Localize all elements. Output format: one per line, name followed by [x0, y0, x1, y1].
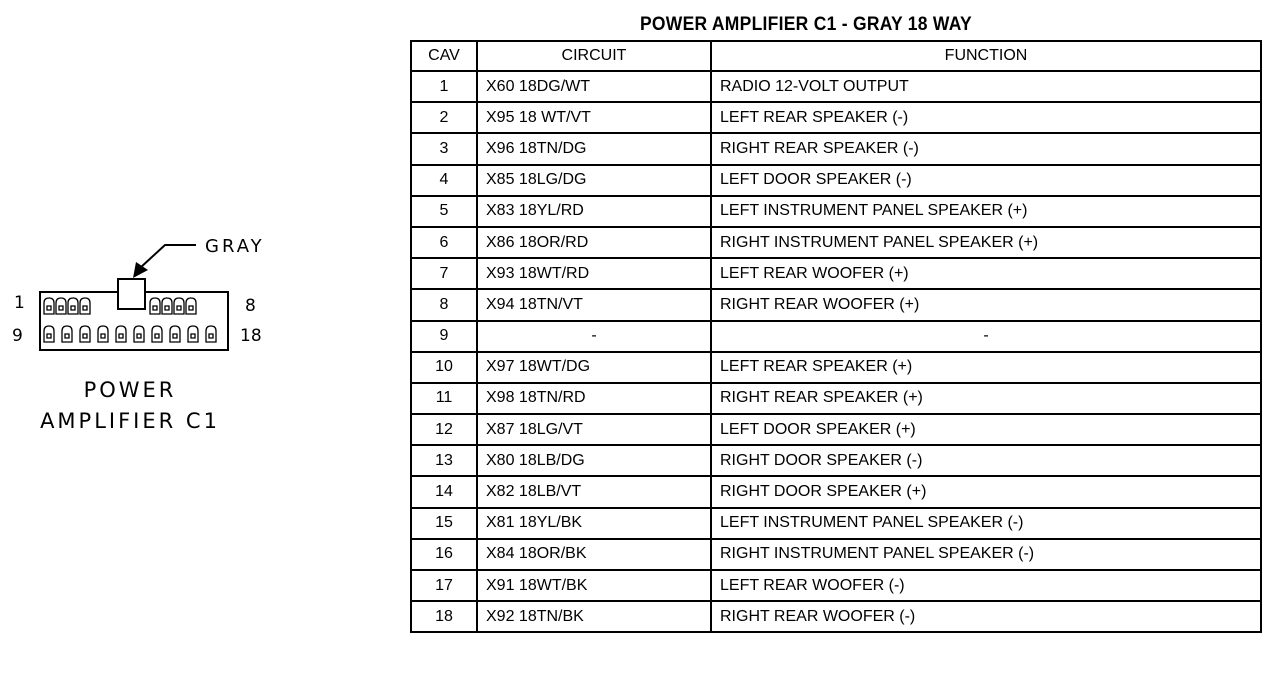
- pin-number-last-top: 8: [245, 296, 256, 316]
- cav-cell: 7: [411, 258, 477, 289]
- circuit-cell: X60 18DG/WT: [477, 71, 711, 102]
- table-row: [411, 414, 1261, 445]
- table-row: [411, 258, 1261, 289]
- table-row: [411, 321, 1261, 352]
- table-row: [411, 133, 1261, 164]
- cav-cell: 13: [411, 445, 477, 476]
- connector-cavity-8: [186, 298, 196, 314]
- connector-cavity-15: [152, 326, 162, 342]
- circuit-cell: X98 18TN/RD: [477, 383, 711, 414]
- table-row: [411, 601, 1261, 632]
- pinout-table-body: [411, 71, 1261, 632]
- connector-cavity-4: [80, 298, 90, 314]
- cav-cell: 9: [411, 321, 477, 352]
- table-row: [411, 508, 1261, 539]
- cav-cell: 1: [411, 71, 477, 102]
- connector-cavity-7: [174, 298, 184, 314]
- cav-cell: 12: [411, 414, 477, 445]
- circuit-cell: X95 18 WT/VT: [477, 102, 711, 133]
- table-row: [411, 476, 1261, 507]
- connector-lock-tab: [118, 279, 145, 309]
- header-circuit: CIRCUIT: [477, 41, 711, 71]
- circuit-cell: X83 18YL/RD: [477, 196, 711, 227]
- header-function: FUNCTION: [711, 41, 1261, 71]
- connector-cavity-18: [206, 326, 216, 342]
- connector-cavity-10: [62, 326, 72, 342]
- circuit-cell: X86 18OR/RD: [477, 227, 711, 258]
- cav-cell: 6: [411, 227, 477, 258]
- function-cell: LEFT REAR WOOFER (-): [711, 570, 1261, 601]
- cav-cell: 5: [411, 196, 477, 227]
- circuit-cell: X82 18LB/VT: [477, 476, 711, 507]
- connector-cavity-16: [170, 326, 180, 342]
- connector-cavity-3: [68, 298, 78, 314]
- table-row: [411, 71, 1261, 102]
- connector-cavity-6: [162, 298, 172, 314]
- cav-cell: 14: [411, 476, 477, 507]
- table-row: [411, 227, 1261, 258]
- pinout-table: [410, 40, 1262, 633]
- connector-cavity-9: [44, 326, 54, 342]
- table-row: [411, 102, 1261, 133]
- pin-number-first-bottom: 9: [12, 326, 23, 346]
- circuit-cell: X85 18LG/DG: [477, 165, 711, 196]
- table-row: [411, 445, 1261, 476]
- cav-cell: 17: [411, 570, 477, 601]
- function-cell: RIGHT INSTRUMENT PANEL SPEAKER (+): [711, 227, 1261, 258]
- table-row: [411, 539, 1261, 570]
- circuit-cell: X87 18LG/VT: [477, 414, 711, 445]
- table-row: [411, 165, 1261, 196]
- cav-cell: 3: [411, 133, 477, 164]
- table-row: [411, 352, 1261, 383]
- pin-number-last-bottom: 18: [240, 326, 262, 346]
- function-cell: RIGHT DOOR SPEAKER (-): [711, 445, 1261, 476]
- cav-cell: 2: [411, 102, 477, 133]
- function-cell: RIGHT REAR SPEAKER (-): [711, 133, 1261, 164]
- circuit-cell: X94 18TN/VT: [477, 289, 711, 320]
- cav-cell: 10: [411, 352, 477, 383]
- function-cell: -: [711, 321, 1261, 352]
- circuit-cell: X96 18TN/DG: [477, 133, 711, 164]
- cav-cell: 8: [411, 289, 477, 320]
- connector-cavity-13: [116, 326, 126, 342]
- connector-caption-line1: POWER: [83, 378, 177, 402]
- connector-color-label: GRAY: [205, 236, 265, 257]
- function-cell: LEFT INSTRUMENT PANEL SPEAKER (+): [711, 196, 1261, 227]
- connector-caption: [30, 375, 230, 437]
- circuit-cell: X91 18WT/BK: [477, 570, 711, 601]
- function-cell: LEFT INSTRUMENT PANEL SPEAKER (-): [711, 508, 1261, 539]
- function-cell: LEFT DOOR SPEAKER (+): [711, 414, 1261, 445]
- connector-cavity-5: [150, 298, 160, 314]
- cav-cell: 16: [411, 539, 477, 570]
- function-cell: RIGHT REAR SPEAKER (+): [711, 383, 1261, 414]
- table-title: POWER AMPLIFIER C1 - GRAY 18 WAY: [640, 14, 972, 35]
- cav-cell: 15: [411, 508, 477, 539]
- connector-cavity-11: [80, 326, 90, 342]
- pin-number-first-top: 1: [14, 293, 25, 313]
- connector-caption-line2: AMPLIFIER C1: [40, 409, 220, 433]
- table-header-row: [411, 41, 1261, 71]
- circuit-cell: X97 18WT/DG: [477, 352, 711, 383]
- connector-diagram: [0, 0, 300, 684]
- connector-cavity-14: [134, 326, 144, 342]
- function-cell: RIGHT REAR WOOFER (+): [711, 289, 1261, 320]
- table-row: [411, 570, 1261, 601]
- cav-cell: 4: [411, 165, 477, 196]
- function-cell: RADIO 12-VOLT OUTPUT: [711, 71, 1261, 102]
- function-cell: LEFT REAR SPEAKER (+): [711, 352, 1261, 383]
- table-row: [411, 383, 1261, 414]
- connector-cavity-1: [44, 298, 54, 314]
- circuit-cell: X80 18LB/DG: [477, 445, 711, 476]
- function-cell: LEFT DOOR SPEAKER (-): [711, 165, 1261, 196]
- cav-cell: 11: [411, 383, 477, 414]
- function-cell: RIGHT INSTRUMENT PANEL SPEAKER (-): [711, 539, 1261, 570]
- circuit-cell: X84 18OR/BK: [477, 539, 711, 570]
- circuit-cell: X81 18YL/BK: [477, 508, 711, 539]
- function-cell: LEFT REAR WOOFER (+): [711, 258, 1261, 289]
- circuit-cell: X93 18WT/RD: [477, 258, 711, 289]
- function-cell: RIGHT REAR WOOFER (-): [711, 601, 1261, 632]
- circuit-cell: X92 18TN/BK: [477, 601, 711, 632]
- connector-cavity-17: [188, 326, 198, 342]
- table-row: [411, 289, 1261, 320]
- connector-cavity-2: [56, 298, 66, 314]
- function-cell: LEFT REAR SPEAKER (-): [711, 102, 1261, 133]
- leader-arrowhead: [133, 262, 148, 278]
- connector-cavity-12: [98, 326, 108, 342]
- function-cell: RIGHT DOOR SPEAKER (+): [711, 476, 1261, 507]
- leader-line: [140, 245, 196, 268]
- circuit-cell: -: [477, 321, 711, 352]
- cav-cell: 18: [411, 601, 477, 632]
- header-cav: CAV: [411, 41, 477, 71]
- table-row: [411, 196, 1261, 227]
